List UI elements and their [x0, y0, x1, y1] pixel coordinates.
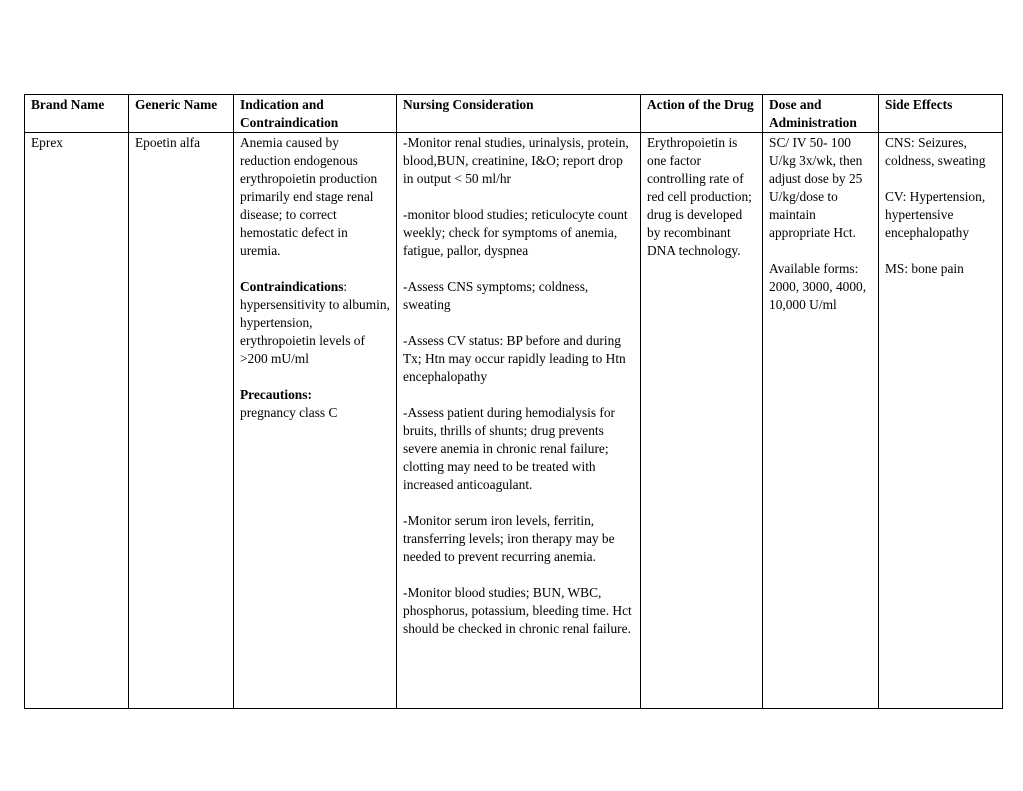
dose-text: SC/ IV 50- 100 U/kg 3x/wk, then adjust dose by 25 U/kg/dose to maintain appropriate Hct. — [769, 135, 863, 240]
nursing-item: -Assess CV status: BP before and during Tx; Htn may occur rapidly leading to Htn encephalopathy — [403, 333, 626, 384]
indication-text: Anemia caused by reduction endogenous erythropoietin production primarily end stage renal disease; to correct hemostatic defect in uremia. — [240, 135, 378, 258]
nursing-item: -Assess CNS symptoms; coldness, sweating — [403, 279, 589, 312]
cell-nursing-consideration — [397, 133, 641, 709]
header-action: Action of the Drug — [641, 95, 763, 133]
precautions-heading: Precautions: — [240, 387, 312, 402]
nursing-item: -Monitor serum iron levels, ferritin, transferring levels; iron therapy may be needed to prevent recurring anemia. — [403, 513, 615, 564]
table-row — [25, 133, 1003, 709]
cell-side-effects — [879, 133, 1003, 709]
side-effect-item: CV: Hypertension, hypertensive encephalopathy — [885, 189, 986, 240]
drug-table — [24, 94, 1003, 709]
header-dose: Dose and Administration — [763, 95, 879, 133]
contraindications-heading: Contraindications — [240, 279, 344, 294]
contraindications-colon: : — [343, 279, 348, 294]
header-brand-name: Brand Name — [25, 95, 129, 133]
nursing-item: -monitor blood studies; reticulocyte count weekly; check for symptoms of anemia, fatigue, pallor, dyspnea — [403, 207, 628, 258]
header-indication: Indication and Contraindication — [234, 95, 397, 133]
contraindications-text: hypersensitivity to albumin, hypertension, erythropoietin levels of >200 mU/ml — [240, 297, 390, 366]
side-effect-item: MS: bone pain — [885, 261, 964, 276]
cell-brand-name: Eprex — [25, 133, 129, 709]
cell-dose — [763, 133, 879, 709]
header-row — [25, 95, 1003, 133]
side-effect-item: CNS: Seizures, coldness, sweating — [885, 135, 986, 168]
header-nursing-consideration: Nursing Consideration — [397, 95, 641, 133]
header-generic-name: Generic Name — [129, 95, 234, 133]
nursing-item: -Monitor renal studies, urinalysis, protein, blood,BUN, creatinine, I&O; report drop in output < 50 ml/hr — [403, 135, 629, 186]
cell-indication — [234, 133, 397, 709]
header-side-effects: Side Effects — [879, 95, 1003, 133]
available-forms-text: Available forms: 2000, 3000, 4000, 10,000 U/ml — [769, 261, 867, 312]
precautions-text: pregnancy class C — [240, 405, 338, 420]
contraindications-heading-line — [240, 278, 390, 296]
nursing-item: -Assess patient during hemodialysis for bruits, thrills of shunts; drug prevents severe anemia in chronic renal failure; clotting may need to be treated with increased anticoagulant. — [403, 405, 615, 492]
nursing-item: -Monitor blood studies; BUN, WBC, phosphorus, potassium, bleeding time. Hct should be checked in chronic renal failure. — [403, 585, 632, 636]
cell-generic-name: Epoetin alfa — [129, 133, 234, 709]
cell-action: Erythropoietin is one factor controlling rate of red cell production; drug is developed by recombinant DNA technology. — [641, 133, 763, 709]
